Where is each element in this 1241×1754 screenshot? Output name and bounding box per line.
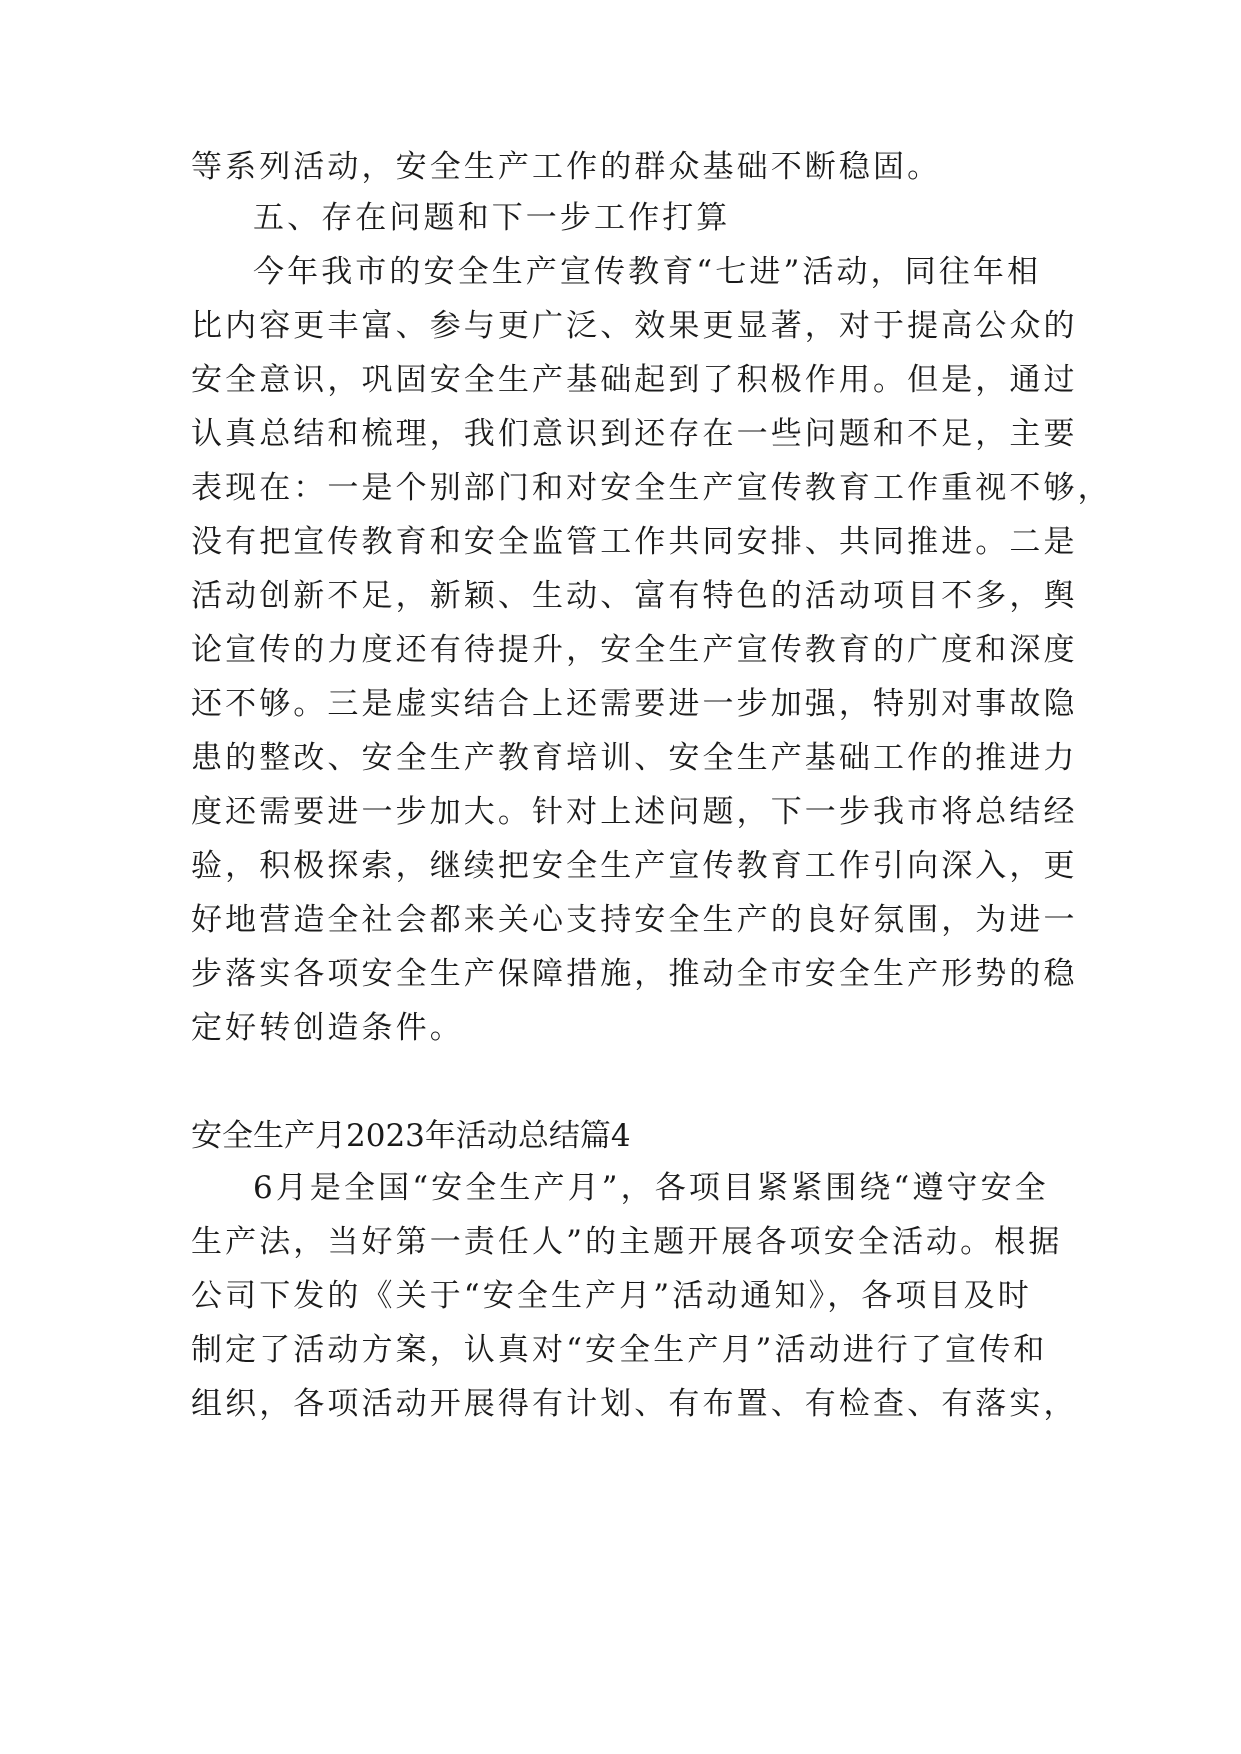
text-line: 好地营造全社会都来关心支持安全生产的良好氛围，为进一: [191, 902, 1078, 938]
text-line: 论宣传的力度还有待提升，安全生产宣传教育的广度和深度: [191, 632, 1078, 668]
text-line: 患的整改、安全生产教育培训、安全生产基础工作的推进力: [191, 740, 1078, 776]
text-line: 今年我市的安全生产宣传教育“七进”活动，同往年相: [253, 254, 1042, 290]
text-line: 6月是全国“安全生产月”，各项目紧紧围绕“遵守安全: [253, 1170, 1049, 1206]
text-line: 公司下发的《关于“安全生产月”活动通知》，各项目及时: [191, 1278, 1032, 1314]
section-title: 安全生产月2023年活动总结篇4: [191, 1118, 631, 1154]
text-line: 等系列活动，安全生产工作的群众基础不断稳固。: [191, 149, 942, 185]
text-line: 活动创新不足，新颖、生动、富有特色的活动项目不多，舆: [191, 578, 1078, 614]
text-line: 步落实各项安全生产保障措施，推动全市安全生产形势的稳: [191, 956, 1078, 992]
text-line: 定好转创造条件。: [191, 1010, 464, 1046]
text-line: 度还需要进一步加大。针对上述问题，下一步我市将总结经: [191, 794, 1078, 830]
text-line: 表现在：一是个别部门和对安全生产宣传教育工作重视不够，: [191, 470, 1112, 506]
text-line: 认真总结和梳理，我们意识到还存在一些问题和不足，主要: [191, 416, 1078, 452]
subsection-heading: 五、存在问题和下一步工作打算: [253, 200, 731, 236]
text-line: 验，积极探索，继续把安全生产宣传教育工作引向深入，更: [191, 848, 1078, 884]
text-line: 组织，各项活动开展得有计划、有布置、有检查、有落实，: [191, 1386, 1078, 1422]
text-line: 安全意识，巩固安全生产基础起到了积极作用。但是，通过: [191, 362, 1078, 398]
text-line: 比内容更丰富、参与更广泛、效果更显著，对于提高公众的: [191, 308, 1078, 344]
text-line: 生产法，当好第一责任人”的主题开展各项安全活动。根据: [191, 1224, 1063, 1260]
text-line: 还不够。三是虚实结合上还需要进一步加强，特别对事故隐: [191, 686, 1078, 722]
text-line: 没有把宣传教育和安全监管工作共同安排、共同推进。二是: [191, 524, 1078, 560]
text-line: 制定了活动方案，认真对“安全生产月”活动进行了宣传和: [191, 1332, 1048, 1368]
